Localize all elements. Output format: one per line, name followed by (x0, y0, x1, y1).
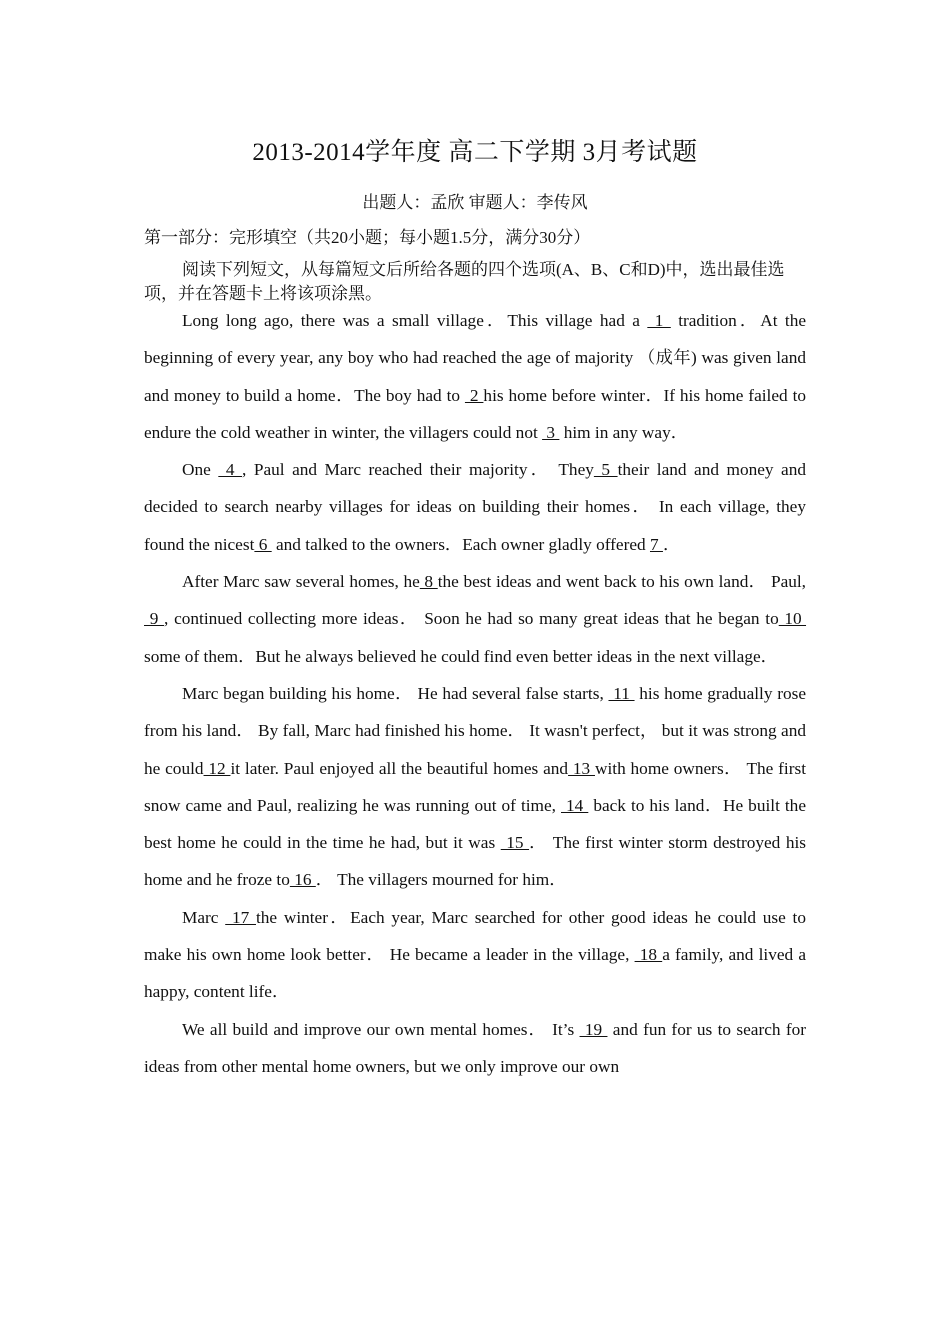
passage-text: Marc (182, 907, 226, 927)
passage-text: ． The villagers mourned for him． (315, 870, 567, 890)
blank-number: 15 (500, 833, 530, 853)
passage-text: back to his land．He built the best home he could in the time he had, but it was (144, 795, 806, 853)
passage-text: One (182, 460, 219, 480)
cloze-passage (144, 302, 806, 1085)
blank-number: 1 (647, 311, 671, 330)
blank-number: 18 (634, 945, 663, 965)
instructions-text: 阅读下列短文，从每篇短文后所给各题的四个选项(A、B、C和D)中，选出最佳选项，并在答题卡上将该项涂黑。 (144, 260, 785, 303)
passage-text: We all build and improve our own mental homes． It’s (182, 1019, 580, 1039)
passage-text: with home owners． The first snow came and Paul, realizing he was running out of time, (144, 758, 806, 815)
blank-number: 9 (144, 609, 165, 629)
blank-number: 14 (561, 795, 589, 815)
passage-paragraph (144, 1011, 806, 1086)
page-title: 2013-2014学年度 高二下学期 3月考试题 (252, 139, 698, 166)
blank-number: 6 (254, 534, 272, 554)
blank-number: 7 (649, 534, 663, 554)
passage-text: him in any way． (559, 422, 689, 442)
blank-number: 12 (203, 758, 231, 778)
passage-paragraph (144, 451, 806, 563)
passage-text: their land and money and decided to search nearby villages for ideas on building their homes． In each village, they found the nicest (144, 460, 807, 554)
blank-number: 10 (778, 609, 807, 629)
passage-text: the winter．Each year, Marc searched for other good ideas he could use to make his own home look better． He became a leader in the village, (144, 907, 806, 965)
blank-number: 8 (419, 572, 438, 592)
passage-text: After Marc saw several homes, he (182, 572, 420, 592)
passage-text: ． (662, 534, 681, 554)
passage-text: and fun for us to search for ideas from other mental home owners, but we only improve our own (144, 1019, 806, 1076)
passage-paragraph (144, 675, 806, 899)
blank-number: 16 (289, 870, 316, 890)
passage-paragraph (144, 302, 806, 451)
passage-paragraph (144, 899, 806, 1011)
blank-number: 19 (579, 1019, 608, 1039)
blank-number: 13 (568, 758, 595, 778)
blank-number: 5 (593, 460, 618, 480)
blank-number: 11 (608, 683, 635, 703)
passage-text: ． The first winter storm destroyed his home and he froze to (144, 833, 806, 890)
passage-text: , Paul and Marc reached their majority． They (242, 460, 594, 480)
passage-paragraph (144, 563, 806, 675)
instructions (144, 258, 806, 306)
passage-text: the best ideas and went back to his own land． Paul, (437, 572, 806, 592)
passage-text: a family, and lived a happy, content life． (144, 945, 806, 1002)
blank-number: 3 (542, 422, 560, 442)
passage-text: it later. Paul enjoyed all the beautiful homes and (230, 758, 569, 778)
section-heading: 第一部分：完形填空（共20小题；每小题1.5分，满分30分） (144, 228, 591, 247)
passage-text: Long long ago, there was a small village．This village had a (182, 311, 648, 330)
passage-text: his home before winter．If his home failed to endure the cold weather in winter, the villagers could not (144, 385, 807, 442)
passage-text: , continued collecting more ideas． Soon he had so many great ideas that he began to (164, 609, 779, 629)
passage-text: and talked to the owners．Each owner gladly offered (271, 534, 650, 554)
author-line: 出题人：孟欣 审题人：李传风 (362, 193, 588, 212)
passage-text: his home gradually rose from his land． By fall, Marc had finished his home． It wasn't perfect， but it was strong and he could (144, 683, 806, 778)
passage-text: Marc began building his home． He had several false starts, (182, 683, 609, 703)
passage-text: tradition．At the beginning of every year, any boy who had reached the age of majority （成年) was given land and money to build a home．The boy had to (144, 311, 807, 405)
blank-number: 17 (225, 907, 256, 927)
blank-number: 2 (464, 385, 484, 405)
passage-text: some of them．But he always believed he could find even better ideas in the next village． (144, 646, 778, 666)
blank-number: 4 (218, 460, 242, 480)
